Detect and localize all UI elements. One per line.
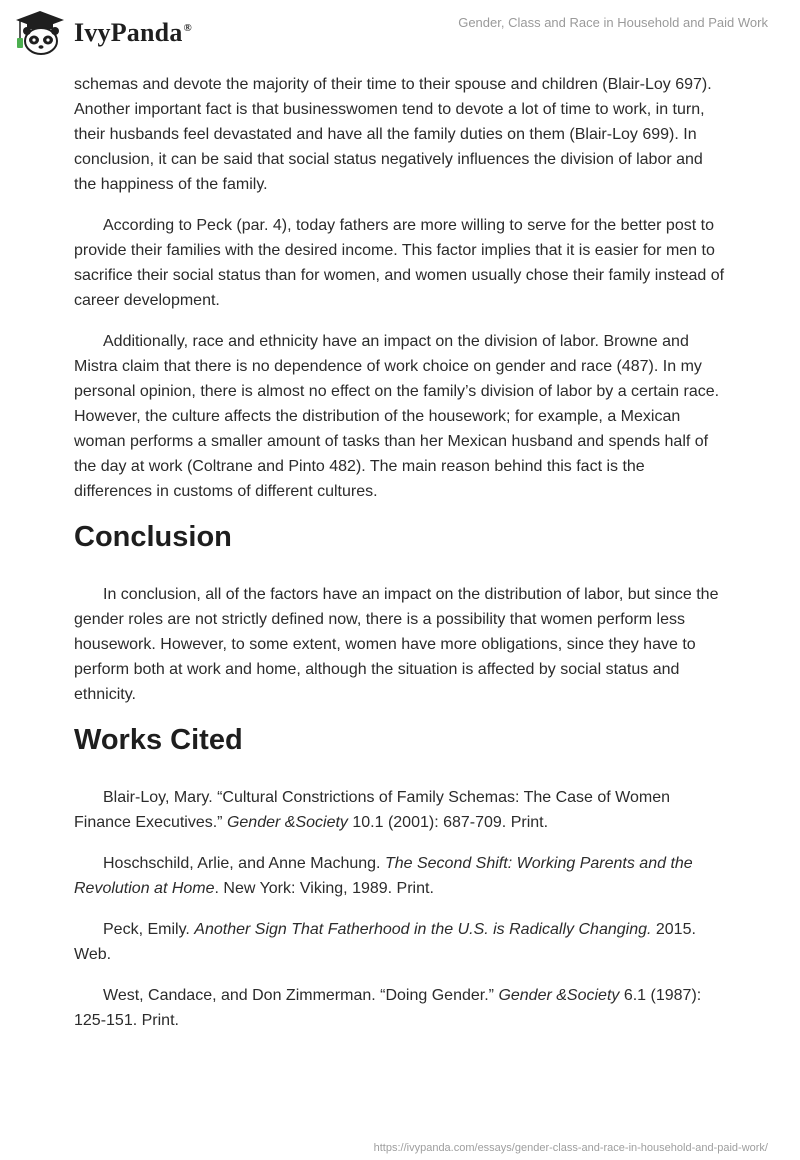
source-url[interactable]: https://ivypanda.com/essays/gender-class-and-race-in-household-and-paid-work/	[373, 1142, 768, 1154]
citation-item: West, Candace, and Don Zimmerman. “Doing Gender.” Gender &Society 6.1 (1987): 125-151. Print.	[74, 987, 702, 1029]
essay-content	[74, 72, 726, 1049]
paragraph: Additionally, race and ethnicity have an impact on the division of labor. Browne and Mistra claim that there is no dependence of work choice on gender and race (487). In my personal opinion, there is almost no effect on the family’s division of labor by a certain race. However, the culture affects the distribution of the housework; for example, a Mexican woman performs a smaller amount of tasks than her Mexican husband and spends half of the day at work (Coltrane and Pinto 482). The main reason behind this fact is the differences in customs of different cultures.	[74, 333, 720, 500]
citation-item: Peck, Emily. Another Sign That Fatherhood in the U.S. is Radically Changing. 2015. Web.	[74, 921, 696, 963]
panda-logo-icon	[14, 10, 66, 56]
brand-name: IvyPanda®	[74, 18, 192, 47]
page-header	[0, 0, 800, 70]
paragraph: According to Peck (par. 4), today fathers are more willing to serve for the better post to provide their families with the desired income. This factor implies that it is easier for men to sacrifice their social status than for women, and women usually chose their family instead of career development.	[74, 217, 725, 309]
conclusion-paragraph: In conclusion, all of the factors have an impact on the distribution of labor, but since the gender roles are not strictly defined now, there is a possibility that women perform less housework. However, to some extent, women have more obligations, since they have to perform both at work and home, although the situation is affected by social status and ethnicity.	[74, 586, 719, 703]
conclusion-heading: Conclusion	[74, 521, 232, 553]
ivypanda-logo[interactable]	[14, 10, 192, 56]
citation-item: Hoschschild, Arlie, and Anne Machung. The Second Shift: Working Parents and the Revolution at Home. New York: Viking, 1989. Print.	[74, 855, 693, 897]
works-cited-heading: Works Cited	[74, 724, 243, 756]
document-title: Gender, Class and Race in Household and Paid Work	[458, 15, 768, 30]
paragraph: schemas and devote the majority of their time to their spouse and children (Blair-Loy 697). Another important fact is that businesswomen tend to devote a lot of time to work, in turn, their husbands feel devastated and have all the family duties on them (Blair-Loy 699). In conclusion, it can be said that social status negatively influences the division of labor and the happiness of the family.	[74, 76, 712, 193]
citation-item: Blair-Loy, Mary. “Cultural Constrictions of Family Schemas: The Case of Women Finance Executives.” Gender &Society 10.1 (2001): 687-709. Print.	[74, 789, 670, 831]
